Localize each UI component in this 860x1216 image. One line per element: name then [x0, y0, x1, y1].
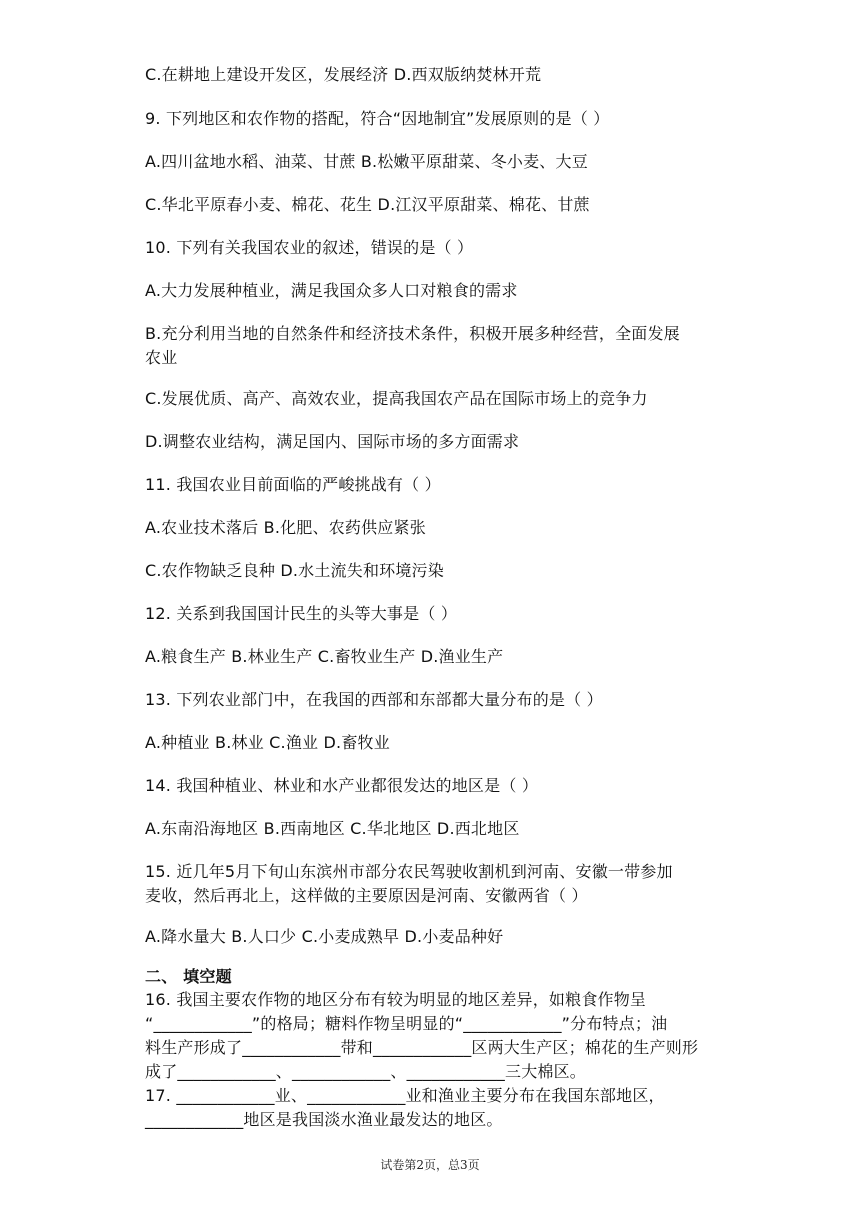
q14-options: A.东南沿海地区 B.西南地区 C.华北地区 D.西北地区 — [145, 819, 520, 838]
q13-stem: 13. 下列农业部门中，在我国的西部和东部都大量分布的是（ ） — [145, 690, 603, 709]
q16-line2: “____________”的格局；糖料作物呈明显的“____________”分布特点；油 — [145, 1014, 668, 1033]
q10-option-d: D.调整农业结构，满足国内、国际市场的多方面需求 — [145, 432, 520, 451]
q10-option-c: C.发展优质、高产、高效农业，提高我国农产品在国际市场上的竞争力 — [145, 389, 648, 408]
q10-option-b-line2: 农业 — [145, 348, 178, 367]
q11-stem: 11. 我国农业目前面临的严峻挑战有（ ） — [145, 475, 441, 494]
q15-stem-line1: 15. 近几年5月下旬山东滨州市部分农民驾驶收割机到河南、安徽一带参加 — [145, 862, 673, 881]
q15-options: A.降水量大 B.人口少 C.小麦成熟早 D.小麦品种好 — [145, 927, 504, 946]
q9-options-cd: C.华北平原春小麦、棉花、花生 D.江汉平原甜菜、棉花、甘蔗 — [145, 195, 590, 214]
q16-line1: 16. 我国主要农作物的地区分布有较为明显的地区差异，如粮食作物呈 — [145, 990, 647, 1009]
page-footer: 试卷第2页，总3页 — [380, 1158, 480, 1172]
q9-stem: 9. 下列地区和农作物的搭配，符合“因地制宜”发展原则的是（ ） — [145, 109, 610, 128]
q16-line3: 料生产形成了____________带和____________区两大生产区；棉花的生产则形 — [145, 1038, 699, 1057]
q14-stem: 14. 我国种植业、林业和水产业都很发达的地区是（ ） — [145, 776, 539, 795]
section-heading-fill-in: 二、 填空题 — [145, 967, 232, 986]
q10-option-b-line1: B.充分利用当地的自然条件和经济技术条件，积极开展多种经营，全面发展 — [145, 324, 680, 343]
q9-options-ab: A.四川盆地水稻、油菜、甘蔗 B.松嫩平原甜菜、冬小麦、大豆 — [145, 152, 588, 171]
q11-options-ab: A.农业技术落后 B.化肥、农药供应紧张 — [145, 518, 426, 537]
q12-options: A.粮食生产 B.林业生产 C.畜牧业生产 D.渔业生产 — [145, 647, 504, 666]
q13-options: A.种植业 B.林业 C.渔业 D.畜牧业 — [145, 733, 390, 752]
q10-option-a: A.大力发展种植业，满足我国众多人口对粮食的需求 — [145, 281, 518, 300]
q8-options-cd: C.在耕地上建设开发区，发展经济 D.西双版纳焚林开荒 — [145, 65, 542, 84]
q17-line1: 17. ____________业、____________业和渔业主要分布在我国东部地区， — [145, 1086, 665, 1105]
q10-stem: 10. 下列有关我国农业的叙述，错误的是（ ） — [145, 238, 474, 257]
q12-stem: 12. 关系到我国国计民生的头等大事是（ ） — [145, 604, 458, 623]
q17-line2: ____________地区是我国淡水渔业最发达的地区。 — [145, 1110, 503, 1129]
q11-options-cd: C.农作物缺乏良种 D.水土流失和环境污染 — [145, 561, 444, 580]
q15-stem-line2: 麦收，然后再北上，这样做的主要原因是河南、安徽两省（ ） — [145, 886, 588, 905]
q16-line4: 成了____________、____________、____________三大棉区。 — [145, 1062, 587, 1081]
